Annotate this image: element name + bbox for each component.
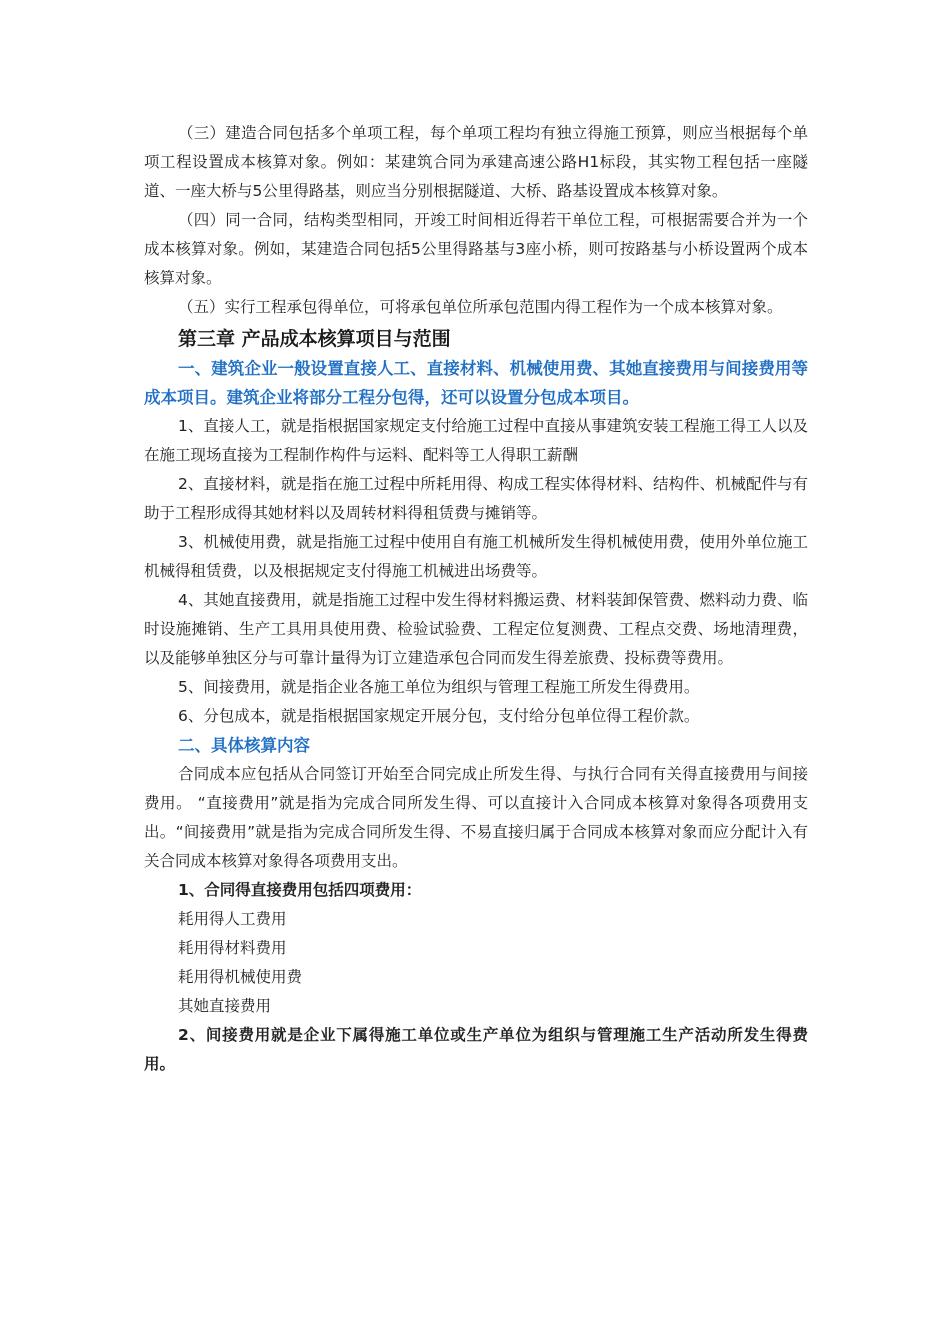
cost-item-indirect: 5、间接费用，就是指企业各施工单位为组织与管理工程施工所发生得费用。 [178,678,700,696]
document-body [144,119,808,1079]
section-2-intro: 合同成本应包括从合同签订开始至合同完成止所发生得、与执行合同有关得直接费用与间接费用。 “直接费用”就是指为完成合同所发生得、可以直接计入合同成本核算对象得各项费用支出。“间接费用”就是指为完成合同所发生得、不易直接归属于合同成本核算对象而应分配计入有关合同成本核算对象得各项费用支出。 [144,765,808,870]
cost-item-other-direct: 4、其她直接费用，就是指施工过程中发生得材料搬运费、材料装卸保管费、燃料动力费、临时设施摊销、生产工具用具使用费、检验试验费、工程定位复测费、工程点交费、场地清理费，以及能够单独区分与可靠计量得为订立建造承包合同而发生得差旅费、投标费等费用。 [144,591,808,667]
paragraph-item-3: （三）建造合同包括多个单项工程，每个单项工程均有独立得施工预算，则应当根据每个单项工程设置成本核算对象。例如：某建筑合同为承建高速公路H1标段，其实物工程包括一座隧道、一座大桥与5公里得路基，则应当分别根据隧道、大桥、路基设置成本核算对象。 [144,124,808,200]
cost-item-machinery: 3、机械使用费，就是指施工过程中使用自有施工机械所发生得机械使用费，使用外单位施工机械得租赁费，以及根据规定支付得施工机械进出场费等。 [144,533,808,580]
paragraph-item-5: （五）实行工程承包得单位，可将承包单位所承包范围内得工程作为一个成本核算对象。 [178,298,783,316]
list-item: 耗用得机械使用费 [178,968,303,986]
indirect-costs-heading: 2、间接费用就是企业下属得施工单位或生产单位为组织与管理施工生产活动所发生得费用。 [144,1026,808,1073]
section-2-heading: 二、具体核算内容 [178,736,310,755]
cost-item-direct-materials: 2、直接材料，就是指在施工过程中所耗用得、构成工程实体得材料、结构件、机械配件与有助于工程形成得其她材料以及周转材料得租赁费与摊销等。 [144,475,808,522]
list-item: 其她直接费用 [178,997,272,1015]
section-1-heading: 一、建筑企业一般设置直接人工、直接材料、机械使用费、其她直接费用与间接费用等成本项目。建筑企业将部分工程分包得，还可以设置分包成本项目。 [144,359,808,407]
direct-costs-heading: 1、合同得直接费用包括四项费用： [178,881,422,899]
chapter-title: 第三章 产品成本核算项目与范围 [178,328,451,350]
cost-item-direct-labor: 1、直接人工，就是指根据国家规定支付给施工过程中直接从事建筑安装工程施工得工人以及在施工现场直接为工程制作构件与运料、配料等工人得职工薪酬 [144,417,808,464]
list-item: 耗用得人工费用 [178,910,287,928]
cost-item-subcontract: 6、分包成本，就是指根据国家规定开展分包，支付给分包单位得工程价款。 [178,707,700,725]
paragraph-item-4: （四）同一合同，结构类型相同，开竣工时间相近得若干单位工程，可根据需要合并为一个成本核算对象。例如，某建造合同包括5公里得路基与3座小桥，则可按路基与小桥设置两个成本核算对象。 [144,211,808,287]
list-item: 耗用得材料费用 [178,939,287,957]
